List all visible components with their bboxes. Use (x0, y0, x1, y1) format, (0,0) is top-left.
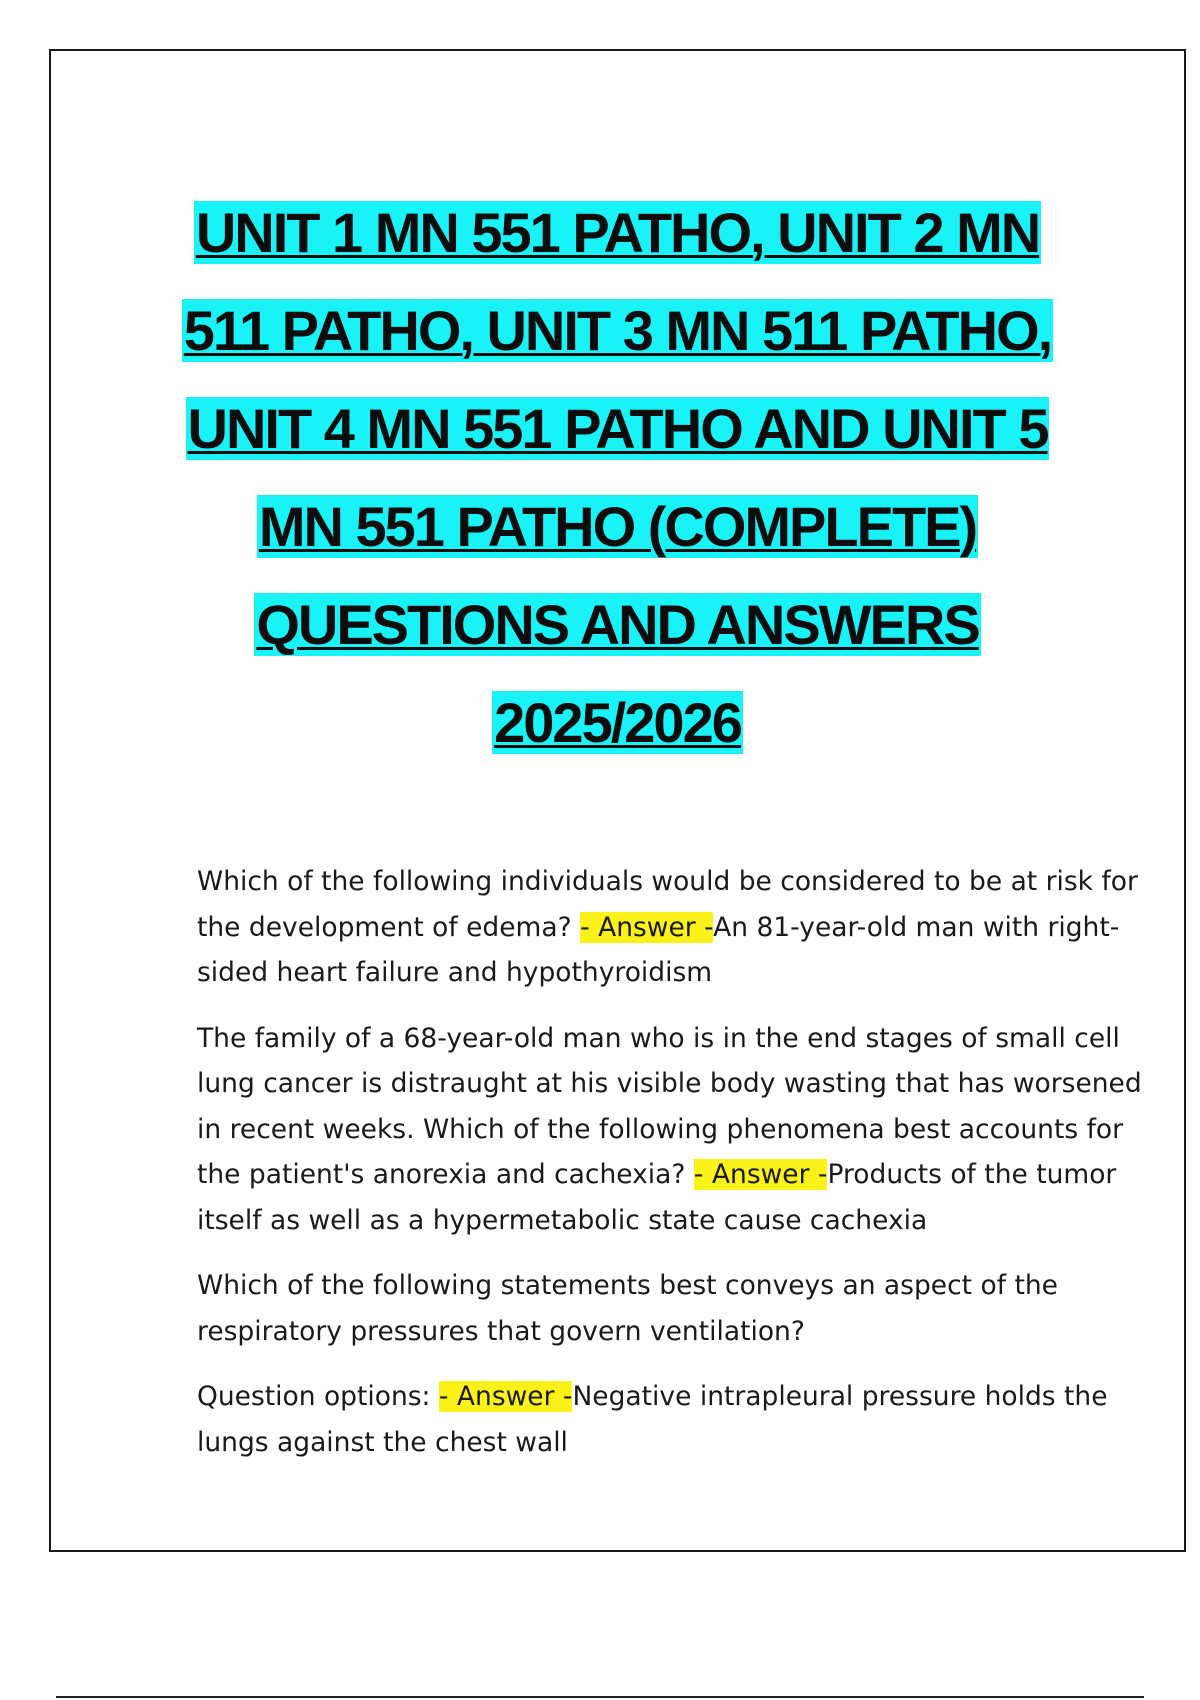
answer-text: Negative intrapleural pressure holds the lungs against the chest wall (197, 1381, 1108, 1458)
qa-item (197, 1263, 1147, 1354)
title-line (51, 184, 1184, 282)
qa-item (197, 1374, 1147, 1465)
title-line-text: UNIT 4 MN 551 PATHO AND UNIT 5 (187, 397, 1048, 460)
question-text: Question options: (197, 1381, 439, 1412)
question-text: Which of the following individuals would be considered to be at risk for the development of edema? (197, 866, 1138, 943)
question-text: The family of a 68-year-old man who is in the end stages of small cell lung cancer is distraught at his visible body wasting that has worsened in recent weeks. Which of the following phenomena best accounts for the patient's anorexia and cachexia? (197, 1022, 1142, 1190)
title-line-text: 2025/2026 (494, 691, 741, 754)
title-line-text: 511 PATHO, UNIT 3 MN 511 PATHO, (183, 299, 1052, 362)
title-line (51, 380, 1184, 478)
answer-label: - Answer - (438, 1381, 573, 1412)
title-line-text: UNIT 1 MN 551 PATHO, UNIT 2 MN (195, 201, 1040, 264)
question-answer-list (197, 859, 1147, 1485)
title-line-text: QUESTIONS AND ANSWERS (256, 593, 979, 656)
answer-text: An 81-year-old man with right-sided heart failure and hypothyroidism (197, 911, 1120, 988)
title-line (51, 478, 1184, 576)
answer-text: Products of the tumor itself as well as a hypermetabolic state cause cachexia (197, 1159, 1117, 1236)
question-text: Which of the following statements best conveys an aspect of the respiratory pressures that govern ventilation? (197, 1270, 1058, 1347)
title-line-text: MN 551 PATHO (COMPLETE) (258, 495, 977, 558)
title-line (51, 576, 1184, 674)
qa-item (197, 1016, 1147, 1244)
document-title (51, 184, 1184, 772)
title-line (51, 674, 1184, 772)
document-page (49, 49, 1186, 1552)
answer-label: - Answer - (693, 1159, 828, 1190)
page-bottom-divider (56, 1696, 1144, 1698)
qa-item (197, 859, 1147, 996)
title-line (51, 282, 1184, 380)
answer-label: - Answer - (580, 911, 714, 943)
